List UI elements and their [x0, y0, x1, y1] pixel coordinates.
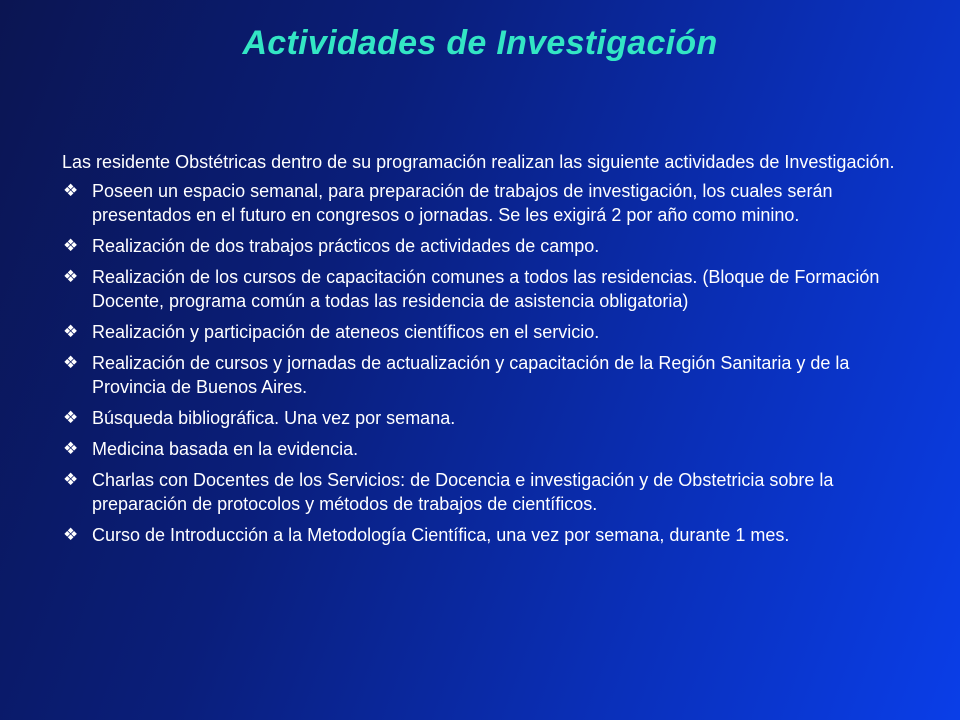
slide-body — [62, 150, 902, 554]
list-item — [62, 265, 902, 313]
list-item-text: Realización de los cursos de capacitación comunes a todos las residencias. (Bloque de Formación Docente, programa común a todas las residencia de asistencia obligatoria) — [92, 267, 880, 311]
list-item-text: Búsqueda bibliográfica. Una vez por semana. — [92, 408, 456, 428]
intro-paragraph: Las residente Obstétricas dentro de su programación realizan las siguiente actividades de Investigación. — [62, 152, 895, 172]
list-item — [62, 179, 902, 227]
list-item-text: Realización y participación de ateneos científicos en el servicio. — [92, 322, 600, 342]
four-diamond-bullet-icon: ❖ — [63, 267, 79, 286]
four-diamond-bullet-icon: ❖ — [63, 353, 79, 372]
list-item-text: Realización de cursos y jornadas de actualización y capacitación de la Región Sanitaria y de la Provincia de Buenos Aires. — [92, 353, 850, 397]
list-item-text: Medicina basada en la evidencia. — [92, 439, 359, 459]
list-item-text: Curso de Introducción a la Metodología Científica, una vez por semana, durante 1 mes. — [92, 525, 790, 545]
list-item — [62, 437, 902, 461]
four-diamond-bullet-icon: ❖ — [63, 439, 79, 458]
list-item — [62, 406, 902, 430]
list-item — [62, 523, 902, 547]
four-diamond-bullet-icon: ❖ — [63, 181, 79, 200]
activity-list — [62, 179, 902, 547]
list-item — [62, 320, 902, 344]
four-diamond-bullet-icon: ❖ — [63, 525, 79, 544]
list-item-text: Realización de dos trabajos prácticos de actividades de campo. — [92, 236, 600, 256]
list-item — [62, 351, 902, 399]
list-item — [62, 234, 902, 258]
slide-title: Actividades de Investigación — [242, 24, 718, 62]
list-item — [62, 468, 902, 516]
four-diamond-bullet-icon: ❖ — [63, 470, 79, 489]
four-diamond-bullet-icon: ❖ — [63, 408, 79, 427]
four-diamond-bullet-icon: ❖ — [63, 322, 79, 341]
list-item-text: Charlas con Docentes de los Servicios: de Docencia e investigación y de Obstetricia sobre la preparación de protocolos y métodos de trabajos de científicos. — [92, 470, 834, 514]
four-diamond-bullet-icon: ❖ — [63, 236, 79, 255]
list-item-text: Poseen un espacio semanal, para preparación de trabajos de investigación, los cuales serán presentados en el futuro en congresos o jornadas. Se les exigirá 2 por año como minino. — [92, 181, 833, 225]
